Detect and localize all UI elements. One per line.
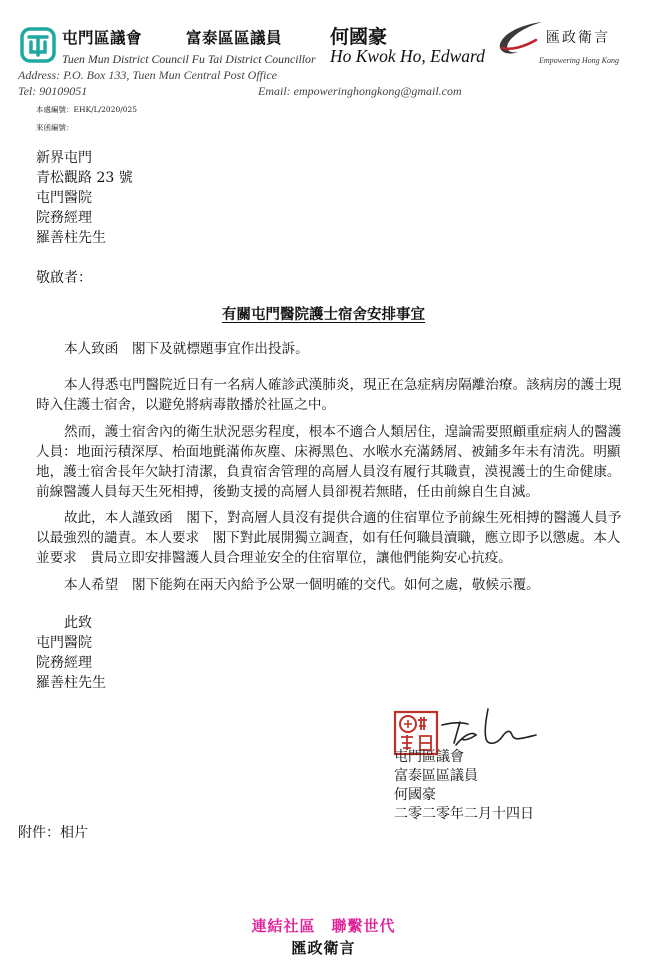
councillor-name-cn: 何國豪 [330,26,388,48]
brand-swoosh-icon [496,18,544,58]
footer-slogan: 連結社區 聯繫世代 [251,917,396,935]
brand-name-cn: 匯政衛言 [546,30,610,46]
council-name-cn: 屯門區議會 [62,28,143,47]
council-logo-icon [20,27,56,63]
recipient-line: 屯門醫院 [36,190,92,206]
body-paragraph: 本人希望 閣下能夠在兩天內給予公眾一個明確的交代。如何之處，敬候示覆。 [64,577,540,593]
brand-name-en: Empowering Hong Kong [539,56,619,65]
your-reference: 來函編號： [36,123,74,132]
council-name-en: Tuen Mun District Council Fu Tai District Councillor [62,52,316,66]
telephone: Tel: 90109051 [18,84,88,98]
address-line: Address: P.O. Box 133, Tuen Mun Central Post Office [18,68,277,82]
body-paragraph: 本人致函 閣下及就標題事宜作出投訴。 [64,341,309,357]
salutation: 敬啟者： [36,270,92,286]
body-paragraph: 本人得悉屯門醫院近日有一名病人確診武漢肺炎，現正在急症病房隔離治療。該病房的護士現時入住護士宿舍，以避免將病毒散播於社區之中。 [36,377,622,413]
footer-brand: 匯政衛言 [291,939,356,957]
handwritten-signature-icon [440,705,540,753]
recipient-line: 院務經理 [36,210,92,226]
closing-addressee: 屯門醫院 [36,635,92,651]
attachment-note: 附件：相片 [18,825,88,841]
our-reference: 本處編號：EHK/L/2020/025 [36,105,138,114]
email: Email: empoweringhongkong@gmail.com [258,84,462,98]
councillor-name-en: Ho Kwok Ho, Edward [330,46,485,66]
recipient-line: 羅善柱先生 [36,230,106,246]
councillor-title-cn: 富泰區區議員 [186,28,283,47]
body-paragraph: 故此，本人謹致函 閣下，對高層人員沒有提供合適的住宿單位予前線生死相搏的醫護人員予以最強烈的譴責。本人要求 閣下對此展開獨立調查，如有任何職員瀆職，應立即予以懲處。本人並要求 貴局立即安排醫護人員合理並安全的住宿單位，讓他們能夠安心抗疫。 [36,510,622,566]
signature-line: 富泰區區議員 [394,768,478,784]
signature-date: 二零二零年二月十四日 [394,806,534,822]
signature-line: 屯門區議會 [394,749,464,765]
signature-line: 何國豪 [394,787,436,803]
recipient-line: 新界屯門 [36,150,92,166]
closing-addressee: 院務經理 [36,655,92,671]
letter-subject: 有關屯門醫院護士宿舍安排事宜 [222,306,425,323]
closing-phrase: 此致 [64,615,92,631]
recipient-line: 青松觀路 23 號 [36,170,133,186]
body-paragraph: 然而，護士宿舍內的衛生狀況惡劣程度，根本不適合人類居住，遑論需要照顧重症病人的醫護人員：地面污積深厚、枱面地氈滿佈灰塵、床褥黑色、水喉水充滿銹屑、被鋪多年未有清洗。明顯地，護士宿舍長年欠缺打清潔，負責宿舍管理的高層人員沒有履行其職責，漠視護士的生命健康。前線醫護人員每天生死相搏，後勤支援的高層人員卻視若無睹，任由前線自生自滅。 [36,424,622,500]
closing-addressee: 羅善柱先生 [36,675,106,691]
